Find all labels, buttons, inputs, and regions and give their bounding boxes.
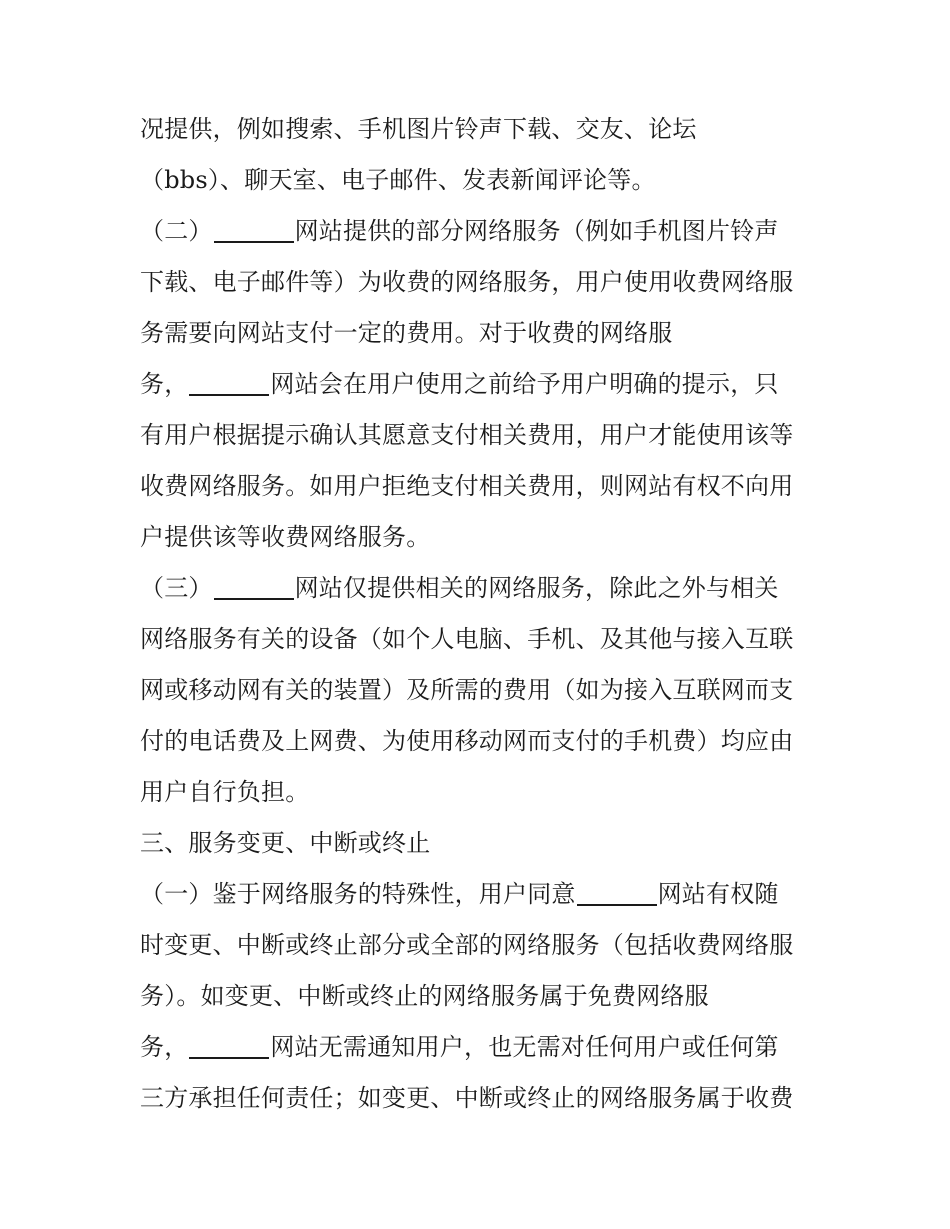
text-line: 有用户根据提示确认其愿意支付相关费用，用户才能使用该等 (140, 421, 794, 449)
text-line: 况提供，例如搜索、手机图片铃声下载、交友、论坛 (140, 115, 697, 143)
text-line: 户提供该等收费网络服务。 (140, 523, 431, 551)
text-line: 收费网络服务。如用户拒绝支付相关费用，则网站有权不向用 (140, 472, 794, 500)
text-line: 务需要向网站支付一定的费用。对于收费的网络服 (140, 319, 673, 347)
fill-in-blank (214, 217, 294, 243)
text-line: 时变更、中断或终止部分或全部的网络服务（包括收费网络服 (140, 931, 794, 959)
text-line: 三方承担任何责任；如变更、中断或终止的网络服务属于收费 (140, 1084, 794, 1112)
fill-in-blank (214, 574, 294, 600)
text-line: 务， 网站无需通知用户，也无需对任何用户或任何第 (140, 1033, 779, 1061)
text-line: （三） 网站仅提供相关的网络服务，除此之外与相关 (140, 574, 779, 602)
text-line: （一）鉴于网络服务的特殊性，用户同意 网站有权随 (140, 880, 779, 908)
text-line: 网络服务有关的设备（如个人电脑、手机、及其他与接入互联 (140, 625, 794, 653)
fill-in-blank (189, 1033, 269, 1059)
section-heading: 三、服务变更、中断或终止 (140, 829, 431, 857)
text-line: 下载、电子邮件等）为收费的网络服务，用户使用收费网络服 (140, 268, 794, 296)
fill-in-blank (577, 880, 657, 906)
text-line: 务）。如变更、中断或终止的网络服务属于免费网络服 (140, 982, 709, 1010)
fill-in-blank (189, 370, 269, 396)
text-line: （二） 网站提供的部分网络服务（例如手机图片铃声 (140, 217, 779, 245)
text-line: （bbs）、聊天室、电子邮件、发表新闻评论等。 (140, 166, 656, 194)
text-line: 网或移动网有关的装置）及所需的费用（如为接入互联网而支 (140, 676, 794, 704)
text-line: 付的电话费及上网费、为使用移动网而支付的手机费）均应由 (140, 727, 794, 755)
text-line: 务， 网站会在用户使用之前给予用户明确的提示，只 (140, 370, 779, 398)
text-line: 用户自行负担。 (140, 778, 310, 806)
document-body (140, 104, 830, 1124)
